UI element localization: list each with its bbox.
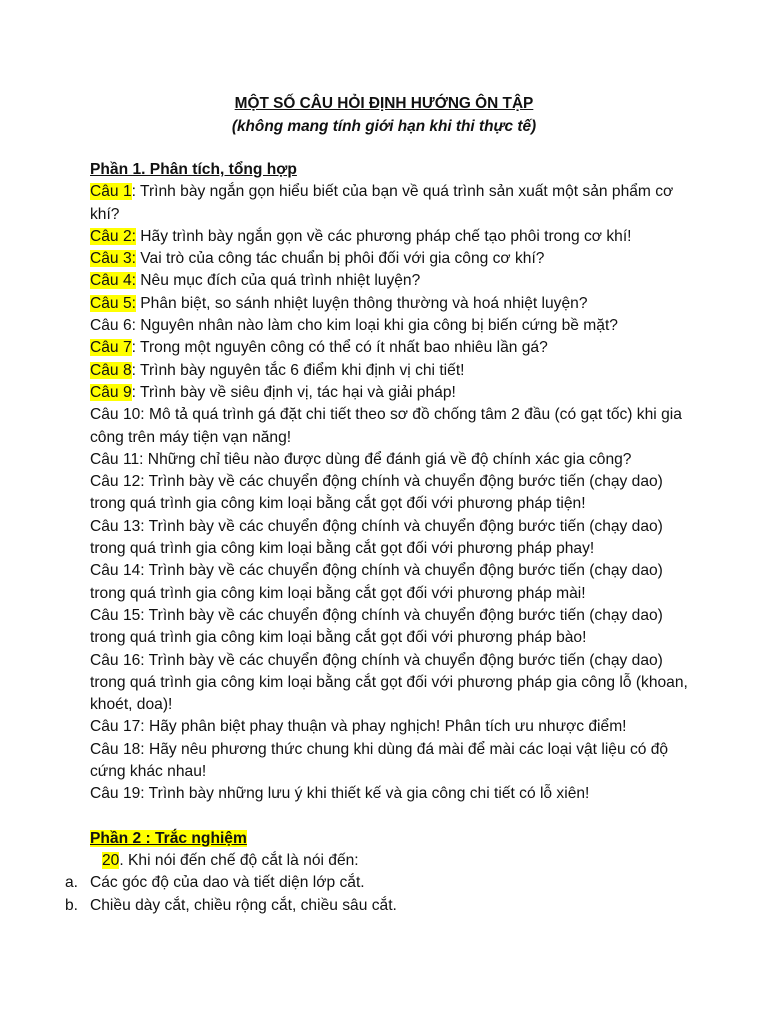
part2-heading: Phần 2 : Trắc nghiệm [90, 829, 247, 847]
question-label: Câu 2: [90, 227, 136, 245]
question-3 [90, 248, 690, 270]
document-body [65, 159, 690, 917]
question-text: Nêu mục đích của quá trình nhiệt luyện? [135, 272, 421, 290]
option-letter: b. [65, 896, 79, 914]
question-text: Hãy trình bày ngắn gọn về các phương pháp chế tạo phôi trong cơ khí! [135, 227, 632, 245]
question-text: Trình bày về các chuyển động chính và chuyển động bước tiến (chạy dao) trong quá trình gia công kim loại bằng cắt gọt đối với phương pháp gia công lỗ (khoan, khoét, doa)! [90, 651, 688, 714]
question-4 [90, 270, 690, 292]
question-number: 20 [102, 851, 120, 869]
question-label: Câu 3: [90, 250, 136, 268]
option-text: Chiều dày cắt, chiều rộng cắt, chiều sâu cắt. [90, 896, 397, 914]
answer-option-a [65, 872, 690, 894]
question-8: Câu 8: Trình bày nguyên tắc 6 điểm khi định vị chi tiết! [90, 361, 465, 379]
question-label: Câu 5: [90, 294, 136, 312]
question-7: Câu 7: Trong một nguyên công có thể có ít nhất bao nhiêu lần gá? [90, 339, 548, 357]
question-label: Câu 18: [90, 740, 145, 758]
question-label: Câu 11: [90, 450, 144, 468]
question-text: Nguyên nhân nào làm cho kim loại khi gia công bị biến cứng bề mặt? [135, 317, 618, 335]
question-label: Câu 4: [90, 272, 136, 290]
document-title: MỘT SỐ CÂU HỎI ĐỊNH HƯỚNG ÔN TẬP [234, 95, 534, 112]
question-text: Trình bày về các chuyển động chính và chuyển động bước tiến (chạy dao) trong quá trình gia công kim loại bằng cắt gọt đối với phương pháp phay! [90, 517, 663, 558]
question-label: Câu 16: [90, 651, 145, 669]
question-text: Trong một nguyên công có thể có ít nhất bao nhiêu lần gá? [135, 339, 548, 357]
question-text: Phân biệt, so sánh nhiệt luyện thông thường và hoá nhiệt luyện? [135, 294, 588, 312]
question-17 [90, 716, 690, 738]
question-label: Câu 8 [90, 361, 132, 379]
question-5 [90, 293, 690, 315]
question-18 [90, 739, 690, 784]
question-16 [90, 650, 690, 717]
question-1: Câu 1: Trình bày ngắn gọn hiểu biết của bạn về quá trình sản xuất một sản phẩm cơ khí? [90, 183, 674, 223]
part1-heading: Phần 1. Phân tích, tổng hợp [90, 161, 297, 178]
question-label: Câu 14: [90, 562, 145, 580]
question-text: Trình bày ngắn gọn hiểu biết của bạn về quá trình sản xuất một sản phẩm cơ khí? [90, 183, 674, 223]
question-text: Những chỉ tiêu nào được dùng để đánh giá về độ chính xác gia công? [143, 450, 632, 468]
question-text: Hãy phân biệt phay thuận và phay nghịch! Phân tích ưu nhược điểm! [144, 718, 627, 736]
question-text: . Khi nói đến chế độ cắt là nói đến: [119, 851, 359, 869]
question-label: Câu 19: [90, 785, 145, 803]
question-11 [90, 449, 690, 471]
question-label: Câu 13: [90, 517, 145, 535]
question-label: Câu 10: [90, 406, 145, 424]
question-12 [90, 471, 690, 516]
question-text: Trình bày về các chuyển động chính và chuyển động bước tiến (chạy dao) trong quá trình gia công kim loại bằng cắt gọt đối với phương pháp mài! [90, 562, 663, 602]
question-9: Câu 9: Trình bày về siêu định vị, tác hại và giải pháp! [90, 383, 456, 401]
question-text: Trình bày về các chuyển động chính và chuyển động bước tiến (chạy dao) trong quá trình gia công kim loại bằng cắt gọt đối với phương pháp tiện! [90, 473, 663, 513]
question-label: Câu 17: [90, 718, 145, 736]
question-6 [90, 315, 690, 337]
question-10 [90, 404, 690, 449]
question-text: Trình bày về siêu định vị, tác hại và giải pháp! [135, 383, 456, 401]
question-20 [90, 850, 690, 872]
question-2 [90, 226, 690, 248]
question-label: Câu 9 [90, 383, 132, 401]
question-19 [90, 783, 690, 805]
question-label: Câu 6: [90, 317, 136, 335]
question-label: Câu 12: [90, 473, 145, 491]
document-subtitle: (không mang tính giới hạn khi thi thực tế) [231, 118, 537, 135]
section-gap [90, 806, 690, 828]
question-15 [90, 605, 690, 650]
question-text: Vai trò của công tác chuẩn bị phôi đối với gia công cơ khí? [135, 250, 545, 268]
answer-option-b [65, 895, 690, 917]
question-label: Câu 15: [90, 606, 145, 624]
question-13 [90, 516, 690, 561]
question-text: Hãy nêu phương thức chung khi dùng đá mài để mài các loại vật liệu có độ cứng khác nhau! [90, 740, 669, 781]
question-14 [90, 560, 690, 605]
question-label: Câu 7 [90, 339, 132, 357]
question-label: Câu 1 [90, 183, 132, 201]
option-letter: a. [65, 874, 79, 892]
question-text: Trình bày những lưu ý khi thiết kế và gia công chi tiết có lỗ xiên! [144, 785, 590, 803]
question-text: Trình bày về các chuyển động chính và chuyển động bước tiến (chạy dao) trong quá trình gia công kim loại bằng cắt gọt đối với phương pháp bào! [90, 606, 663, 647]
question-text: Trình bày nguyên tắc 6 điểm khi định vị chi tiết! [135, 361, 465, 379]
option-text: Các góc độ của dao và tiết diện lớp cắt. [90, 874, 365, 892]
question-text: Mô tả quá trình gá đặt chi tiết theo sơ đồ chống tâm 2 đầu (có gạt tốc) khi gia công trên máy tiện vạn năng! [90, 406, 682, 446]
